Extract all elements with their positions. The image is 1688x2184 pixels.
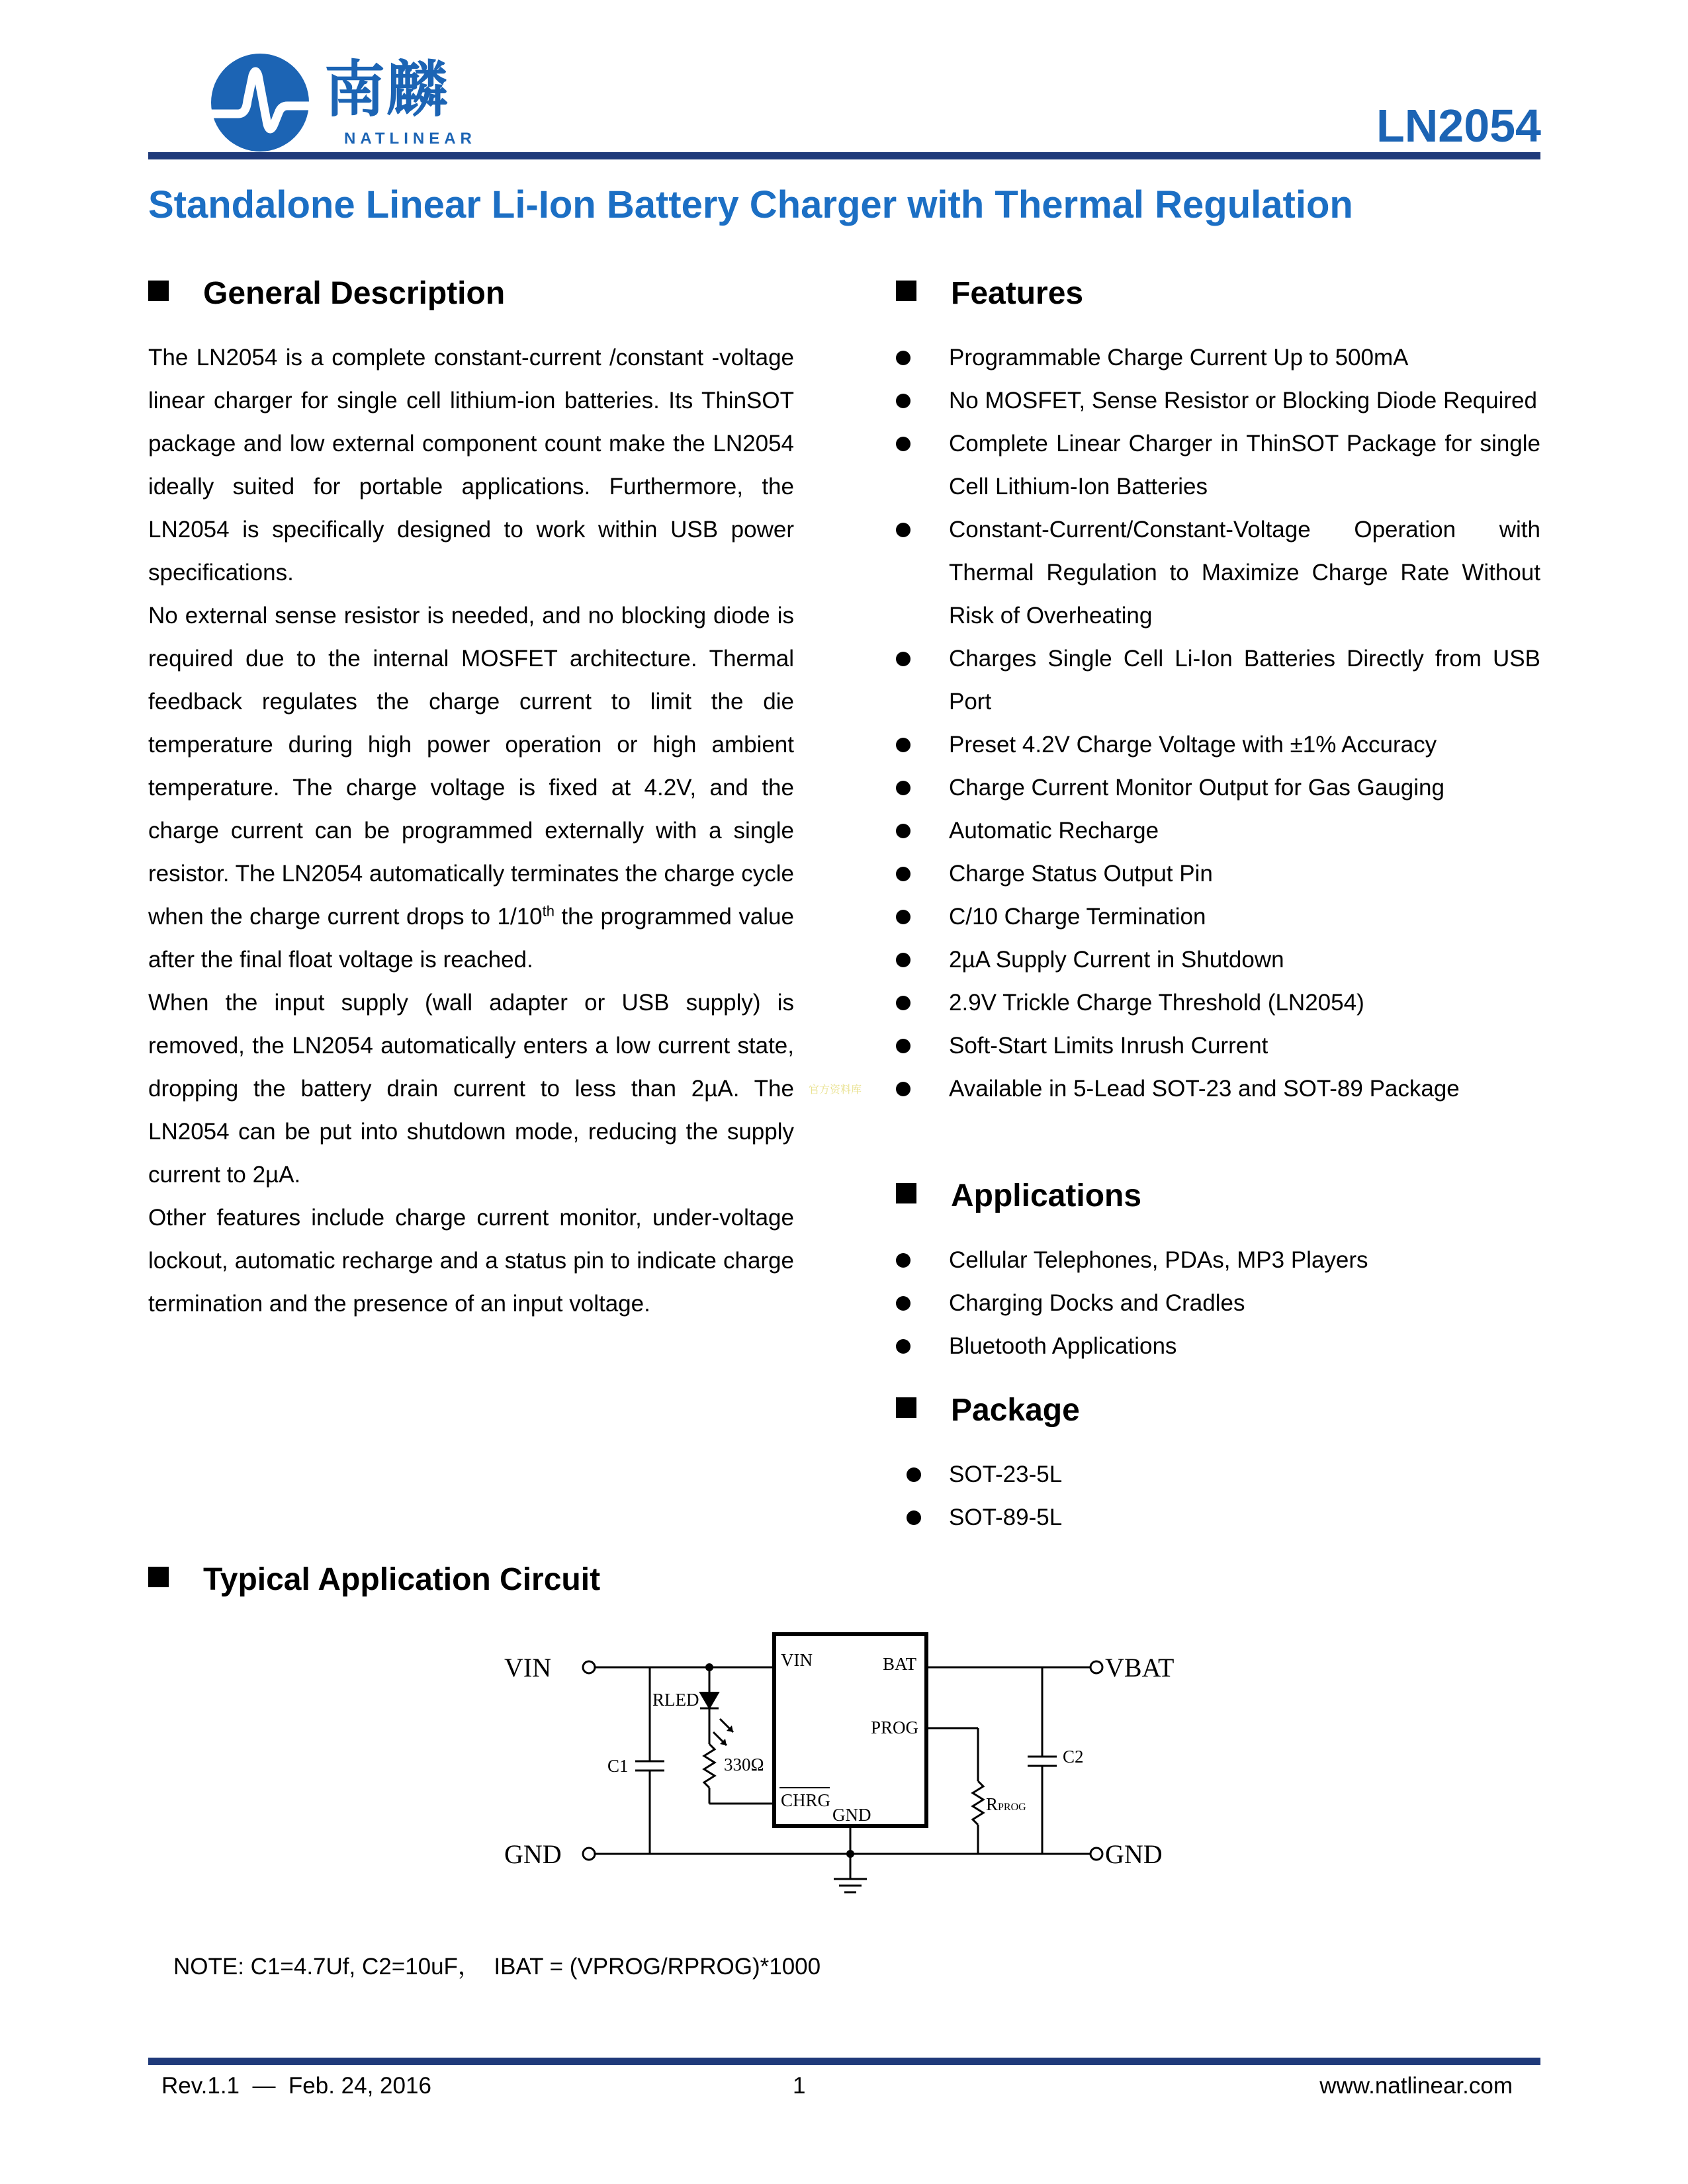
bullet-icon xyxy=(896,824,911,838)
applications-list xyxy=(896,1239,1540,1368)
bullet-icon xyxy=(907,1467,921,1482)
list-item: Bluetooth Applications xyxy=(896,1325,1540,1368)
package-list xyxy=(907,1453,1542,1539)
bullet-icon xyxy=(896,652,911,666)
bullet-icon xyxy=(896,910,911,924)
features-heading: Features xyxy=(896,274,1083,314)
footer-page-number: 1 xyxy=(793,2073,806,2099)
square-bullet-icon xyxy=(896,1183,916,1203)
bullet-icon xyxy=(896,738,911,752)
footer-revision: Rev.1.1 — Feb. 24, 2016 xyxy=(161,2073,431,2099)
bullet-icon xyxy=(896,351,911,365)
list-item: Cellular Telephones, PDAs, MP3 Players xyxy=(896,1239,1540,1282)
list-item: C/10 Charge Termination xyxy=(896,895,1540,938)
list-item: Available in 5-Lead SOT-23 and SOT-89 Package xyxy=(896,1067,1540,1110)
ic-chrg-pin-label: CHRG xyxy=(781,1790,831,1810)
bullet-icon xyxy=(896,394,911,408)
list-item: Charges Single Cell Li-Ion Batteries Directly from USB Port xyxy=(896,637,1540,723)
logo-chinese-name: 南麟 xyxy=(324,54,449,125)
features-list xyxy=(896,336,1540,1110)
footer-website-link[interactable]: www.natlinear.com xyxy=(1319,2073,1513,2099)
list-item: Charge Current Monitor Output for Gas Gauging xyxy=(896,766,1540,809)
ic-gnd-pin-label: GND xyxy=(832,1805,871,1825)
bullet-icon xyxy=(896,1082,911,1096)
bullet-icon xyxy=(896,781,911,795)
document-title: Standalone Linear Li-Ion Battery Charger with Thermal Regulation xyxy=(148,183,1353,226)
applications-heading: Applications xyxy=(896,1176,1141,1216)
watermark: 官方资料库 xyxy=(809,1084,862,1096)
list-item: Soft-Start Limits Inrush Current xyxy=(896,1024,1540,1067)
vbat-terminal-label: VBAT xyxy=(1105,1653,1175,1682)
ic-bat-pin-label: BAT xyxy=(883,1654,917,1674)
bullet-icon xyxy=(896,996,911,1010)
rprog-label: RPROG xyxy=(986,1794,1026,1814)
bullet-icon xyxy=(896,1253,911,1268)
list-item: Charging Docks and Cradles xyxy=(896,1282,1540,1325)
rled-label: RLED xyxy=(652,1690,699,1710)
list-item: Preset 4.2V Charge Voltage with ±1% Accuracy xyxy=(896,723,1540,766)
list-item: Constant-Current/Constant-Voltage Operation with Thermal Regulation to Maximize Charge Rate Without Risk of Overheating xyxy=(896,508,1540,637)
square-bullet-icon xyxy=(148,281,169,301)
part-number: LN2054 xyxy=(1376,100,1541,152)
list-item: SOT-23-5L xyxy=(907,1453,1542,1496)
square-bullet-icon xyxy=(148,1567,169,1587)
description-paragraph: When the input supply (wall adapter or USB supply) is removed, the LN2054 automatically enters a low current state, dropping the battery drain current to less than 2µA. The LN2054 can be put into shutdown mode, reducing the supply current to 2µA. xyxy=(148,990,794,1188)
list-item: Programmable Charge Current Up to 500mA xyxy=(896,336,1540,379)
ic-prog-pin-label: PROG xyxy=(871,1718,919,1737)
circuit-schematic xyxy=(503,1614,1191,1905)
bullet-icon xyxy=(896,1339,911,1354)
list-item: 2.9V Trickle Charge Threshold (LN2054) xyxy=(896,981,1540,1024)
gnd-left-terminal-label: GND xyxy=(504,1839,562,1869)
bullet-icon xyxy=(896,437,911,451)
list-item: SOT-89-5L xyxy=(907,1496,1542,1539)
c2-label: C2 xyxy=(1063,1747,1084,1767)
circuit-heading: Typical Application Circuit xyxy=(148,1560,600,1600)
square-bullet-icon xyxy=(896,1397,916,1418)
package-heading: Package xyxy=(896,1391,1080,1430)
list-item: 2µA Supply Current in Shutdown xyxy=(896,938,1540,981)
bullet-icon xyxy=(896,1039,911,1053)
logo-english-name: NATLINEAR xyxy=(344,130,476,148)
list-item: Automatic Recharge xyxy=(896,809,1540,852)
general-description-heading: General Description xyxy=(148,274,505,314)
list-item: No MOSFET, Sense Resistor or Blocking Diode Required xyxy=(896,379,1540,422)
description-paragraph: The LN2054 is a complete constant-current /constant -voltage linear charger for single cell lithium-ion batteries. Its ThinSOT package and low external component count make the LN2054 ideally suited for portable applications. Furthermore, the LN2054 is specifically designed to work within USB power specifications. xyxy=(148,345,794,586)
c1-label: C1 xyxy=(607,1756,629,1776)
bullet-icon xyxy=(896,867,911,881)
description-paragraph: No external sense resistor is needed, and no blocking diode is required due to the internal MOSFET architecture. Thermal feedback regulates the charge current to limit the die temperature during high power operation or high ambient temperature. The charge voltage is fixed at 4.2V, and the charge current can be programmed externally with a single resistor. The LN2054 automatically terminates the charge cycle when the charge current drops to 1/10th the programmed value after the final float voltage is reached. xyxy=(148,603,794,973)
ic-vin-pin-label: VIN xyxy=(781,1650,813,1670)
vin-terminal-label: VIN xyxy=(504,1653,552,1682)
bullet-icon xyxy=(907,1510,921,1525)
footer-rule xyxy=(148,2058,1540,2065)
natlinear-logo-icon xyxy=(197,53,323,152)
resistor-value-label: 330Ω xyxy=(724,1755,764,1774)
square-bullet-icon xyxy=(896,281,916,301)
header-rule xyxy=(148,152,1540,159)
bullet-icon xyxy=(896,1296,911,1311)
application-circuit-diagram xyxy=(503,1614,1191,1905)
list-item: Charge Status Output Pin xyxy=(896,852,1540,895)
bullet-icon xyxy=(896,523,911,537)
bullet-icon xyxy=(896,953,911,967)
circuit-note: NOTE: C1=4.7Uf, C2=10uF， IBAT = (VPROG/RPROG)*1000 xyxy=(173,1954,821,1980)
list-item: Complete Linear Charger in ThinSOT Package for single Cell Lithium-Ion Batteries xyxy=(896,422,1540,508)
gnd-right-terminal-label: GND xyxy=(1105,1839,1163,1869)
general-description-body xyxy=(148,336,794,1325)
description-paragraph: Other features include charge current monitor, under-voltage lockout, automatic recharge and a status pin to indicate charge termination and the presence of an input voltage. xyxy=(148,1205,794,1317)
